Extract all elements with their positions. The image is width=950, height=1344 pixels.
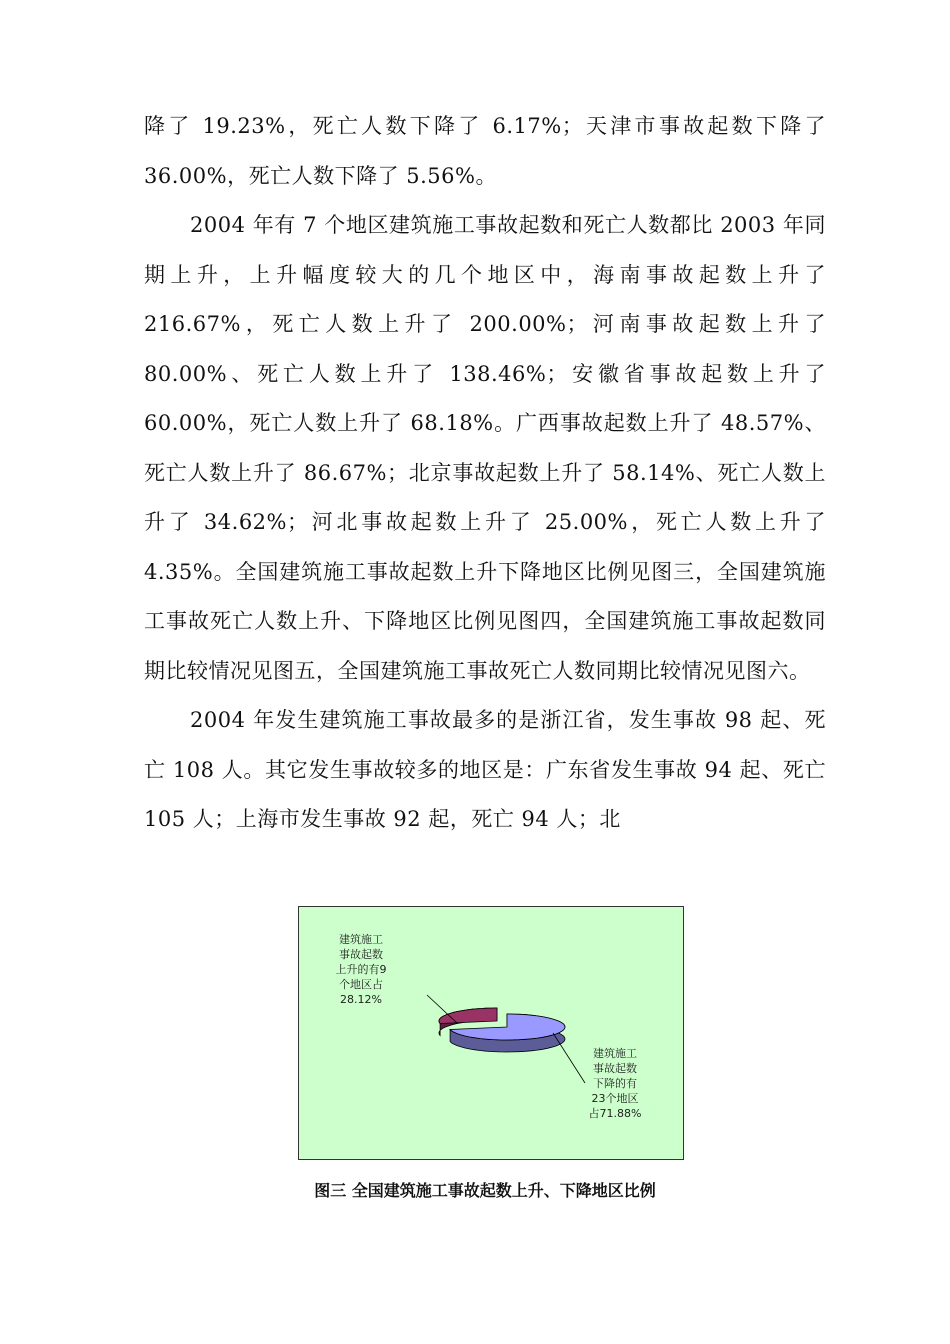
slice-label-line: 建筑施工	[593, 1047, 637, 1060]
slice-label-line: 建筑施工	[339, 933, 383, 946]
slice-label-1	[589, 1046, 642, 1120]
paragraph-3: 2004 年发生建筑施工事故最多的是浙江省，发生事故 98 起、死亡 108 人。其它发生事故较多的地区是：广东省发生事故 94 起、死亡 105 人；上海市发生事故 92 起，死亡 94 人；北	[144, 708, 826, 831]
slice-label-line: 下降的有	[593, 1077, 637, 1090]
paragraph-2: 2004 年有 7 个地区建筑施工事故起数和死亡人数都比 2003 年同期上升，上升幅度较大的几个地区中，海南事故起数上升了 216.67%，死亡人数上升了 200.00%；河南事故起数上升了 80.00%、死亡人数上升了 138.46%；安徽省事故起数上升了 60.00%，死亡人数上升了 68.18%。广西事故起数上升了 48.57%、死亡人数上升了 86.67%；北京事故起数上升了 58.14%、死亡人数上升了 34.62%；河北事故起数上升了 25.00%，死亡人数上升了 4.35%。全国建筑施工事故起数上升下降地区比例见图三，全国建筑施工事故死亡人数上升、下降地区比例见图四，全国建筑施工事故起数同期比较情况见图五，全国建筑施工事故死亡人数同期比较情况见图六。	[144, 213, 826, 683]
pie-chart	[299, 907, 683, 1159]
figure-caption: 图三 全国建筑施工事故起数上升、下降地区比例	[314, 1181, 656, 1200]
slice-label-line: 23个地区	[591, 1092, 639, 1105]
pie-chart-figure	[298, 906, 684, 1160]
slice-label-line: 上升的有9	[335, 963, 387, 976]
document-body	[144, 102, 826, 845]
slice-label-line: 个地区占	[339, 978, 383, 991]
slice-label-line: 事故起数	[339, 948, 383, 961]
leader-line-fall	[553, 1033, 585, 1083]
paragraph-1: 降了 19.23%，死亡人数下降了 6.17%；天津市事故起数下降了 36.00%，死亡人数下降了 5.56%。	[144, 114, 826, 188]
slice-label-line: 事故起数	[593, 1062, 637, 1075]
slice-label-line: 28.12%	[340, 993, 382, 1006]
slice-label-line: 占71.88%	[588, 1107, 642, 1120]
slice-label-0	[336, 932, 387, 1006]
